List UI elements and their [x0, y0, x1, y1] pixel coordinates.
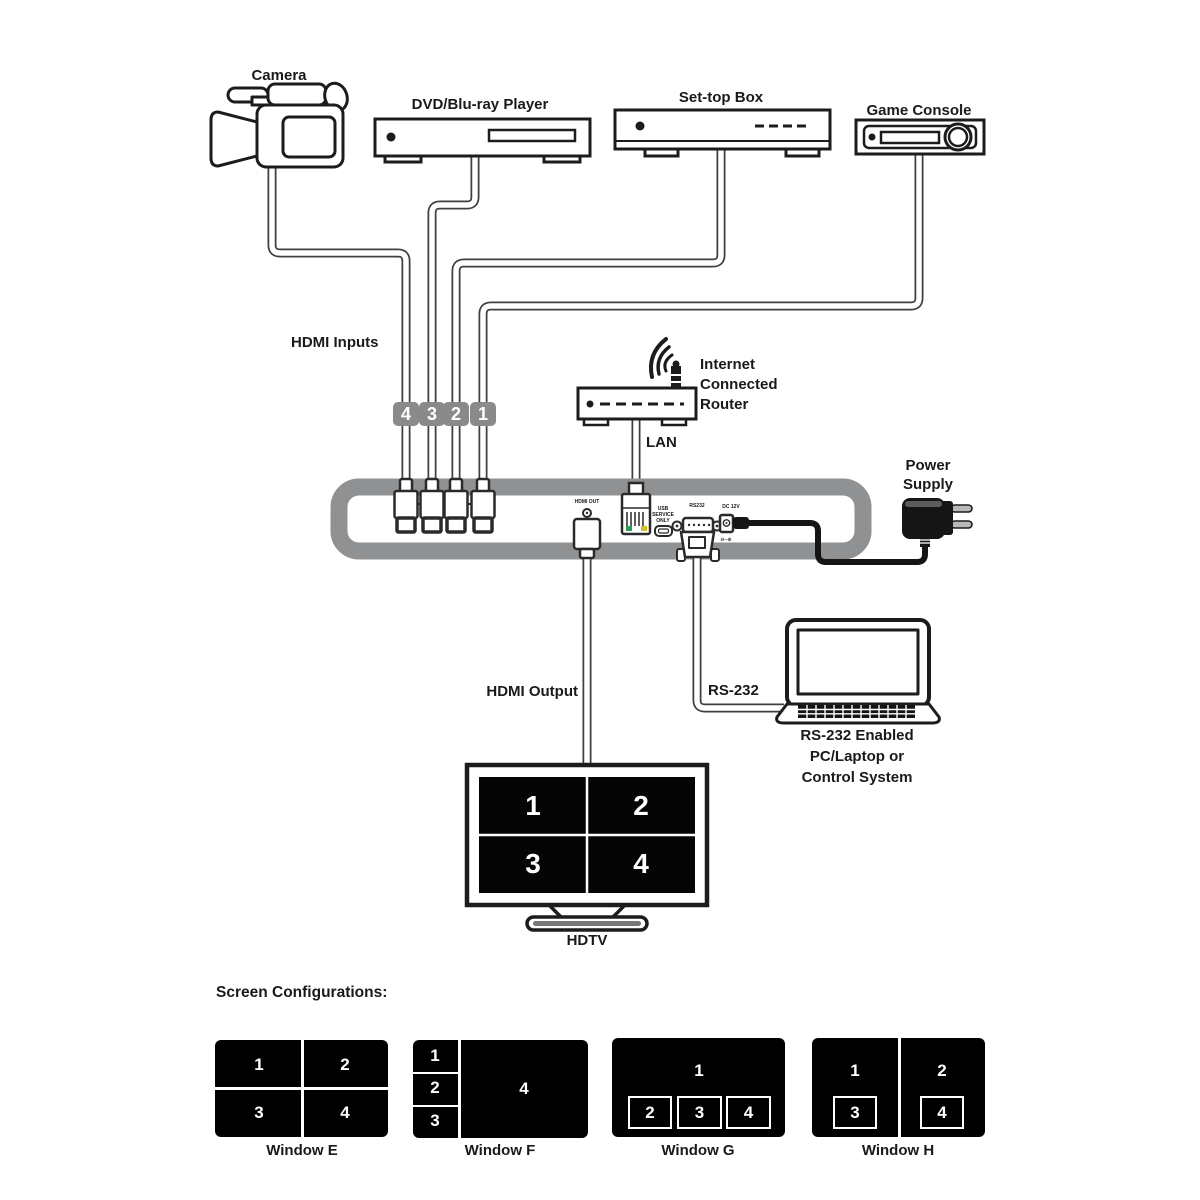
window-h-pip-3: 3 — [833, 1096, 877, 1129]
laptop-caption-line2: PC/Laptop or — [809, 748, 905, 765]
window-f — [413, 1040, 588, 1138]
dc-polarity-marks: ⊖–⊕ — [720, 537, 732, 543]
settop-box-icon — [615, 110, 830, 156]
rs232-cable-label: RS-232 — [708, 682, 759, 699]
tv-quadrant-1: 1 — [525, 790, 541, 821]
window-e-hdivider — [215, 1087, 388, 1090]
window-e-cell-3: 3 — [254, 1103, 264, 1122]
window-h-vdivider — [898, 1038, 901, 1137]
laptop-icon — [777, 620, 940, 723]
tv-quadrant-4: 4 — [633, 848, 649, 879]
usb-port — [655, 526, 672, 536]
laptop-caption-line3: Control System — [801, 769, 913, 786]
window-g-pip-3: 3 — [677, 1096, 722, 1129]
camera-icon — [211, 80, 351, 167]
laptop-caption-line1: RS-232 Enabled — [800, 727, 914, 744]
settop-label: Set-top Box — [678, 89, 764, 106]
hdmi-inputs-label: HDMI Inputs — [291, 334, 379, 351]
tv-quadrant-2: 2 — [633, 790, 649, 821]
window-e-cell-1: 1 — [254, 1055, 264, 1074]
window-f-cell-2: 2 — [430, 1078, 440, 1097]
power-supply-icon — [902, 498, 972, 547]
camera-label: Camera — [251, 67, 307, 84]
window-f-caption: Window F — [464, 1142, 536, 1159]
window-e — [215, 1040, 388, 1137]
input-badge-3: 3 — [419, 402, 445, 426]
lan-label: LAN — [646, 434, 677, 451]
window-f-cell-3: 3 — [430, 1111, 440, 1130]
router-icon — [578, 361, 696, 426]
window-f-main-cell: 4 — [519, 1079, 529, 1098]
router-label-line2: Connected — [700, 376, 778, 393]
window-e-caption: Window E — [266, 1142, 338, 1159]
power-label-line2: Supply — [902, 476, 954, 493]
window-e-cell-4: 4 — [340, 1103, 350, 1122]
input-badge-4: 4 — [393, 402, 419, 426]
window-e-cell-2: 2 — [340, 1055, 350, 1074]
hdmi-output-label: HDMI Output — [486, 683, 578, 700]
usb-port-label-line2: SERVICE — [652, 512, 674, 518]
window-f-hdivider-1 — [413, 1072, 458, 1075]
window-h-main-2: 2 — [937, 1061, 947, 1080]
hdtv-icon — [467, 765, 707, 930]
window-f-cell-1: 1 — [430, 1046, 440, 1065]
router-label-line1: Internet — [700, 356, 756, 373]
hdmi-out-port-label: HDMI OUT — [574, 499, 600, 505]
window-g-pip-2: 2 — [628, 1096, 672, 1129]
wifi-waves-icon — [651, 339, 672, 377]
window-f-hdivider-2 — [413, 1105, 458, 1108]
window-g-caption: Window G — [661, 1142, 735, 1159]
config-heading: Screen Configurations: — [216, 984, 388, 1001]
window-f-vdivider — [458, 1040, 461, 1138]
power-label-line1: Power — [905, 457, 951, 474]
dvd-player-icon — [375, 119, 590, 162]
window-h — [812, 1038, 985, 1137]
input-badge-2: 2 — [443, 402, 469, 426]
usb-port-label-line1: USB — [657, 506, 669, 512]
input-badge-1: 1 — [470, 402, 496, 426]
window-g-main-cell: 1 — [694, 1061, 704, 1080]
hdtv-label: HDTV — [566, 932, 608, 949]
hdmi-input-cables — [272, 148, 919, 492]
dvd-label: DVD/Blu-ray Player — [411, 96, 549, 113]
window-g-pip-4: 4 — [726, 1096, 771, 1129]
dc-port-label: DC 12V — [722, 504, 740, 510]
rs232-port-label: RS232 — [689, 503, 705, 509]
window-h-main-1: 1 — [850, 1061, 860, 1080]
usb-port-label-line3: ONLY — [656, 518, 670, 524]
window-h-caption: Window H — [861, 1142, 935, 1159]
window-h-pip-4: 4 — [920, 1096, 964, 1129]
game-label: Game Console — [866, 102, 972, 119]
tv-quadrant-3: 3 — [525, 848, 541, 879]
game-console-icon — [856, 120, 984, 154]
router-label-line3: Router — [700, 396, 749, 413]
window-g — [612, 1038, 785, 1137]
